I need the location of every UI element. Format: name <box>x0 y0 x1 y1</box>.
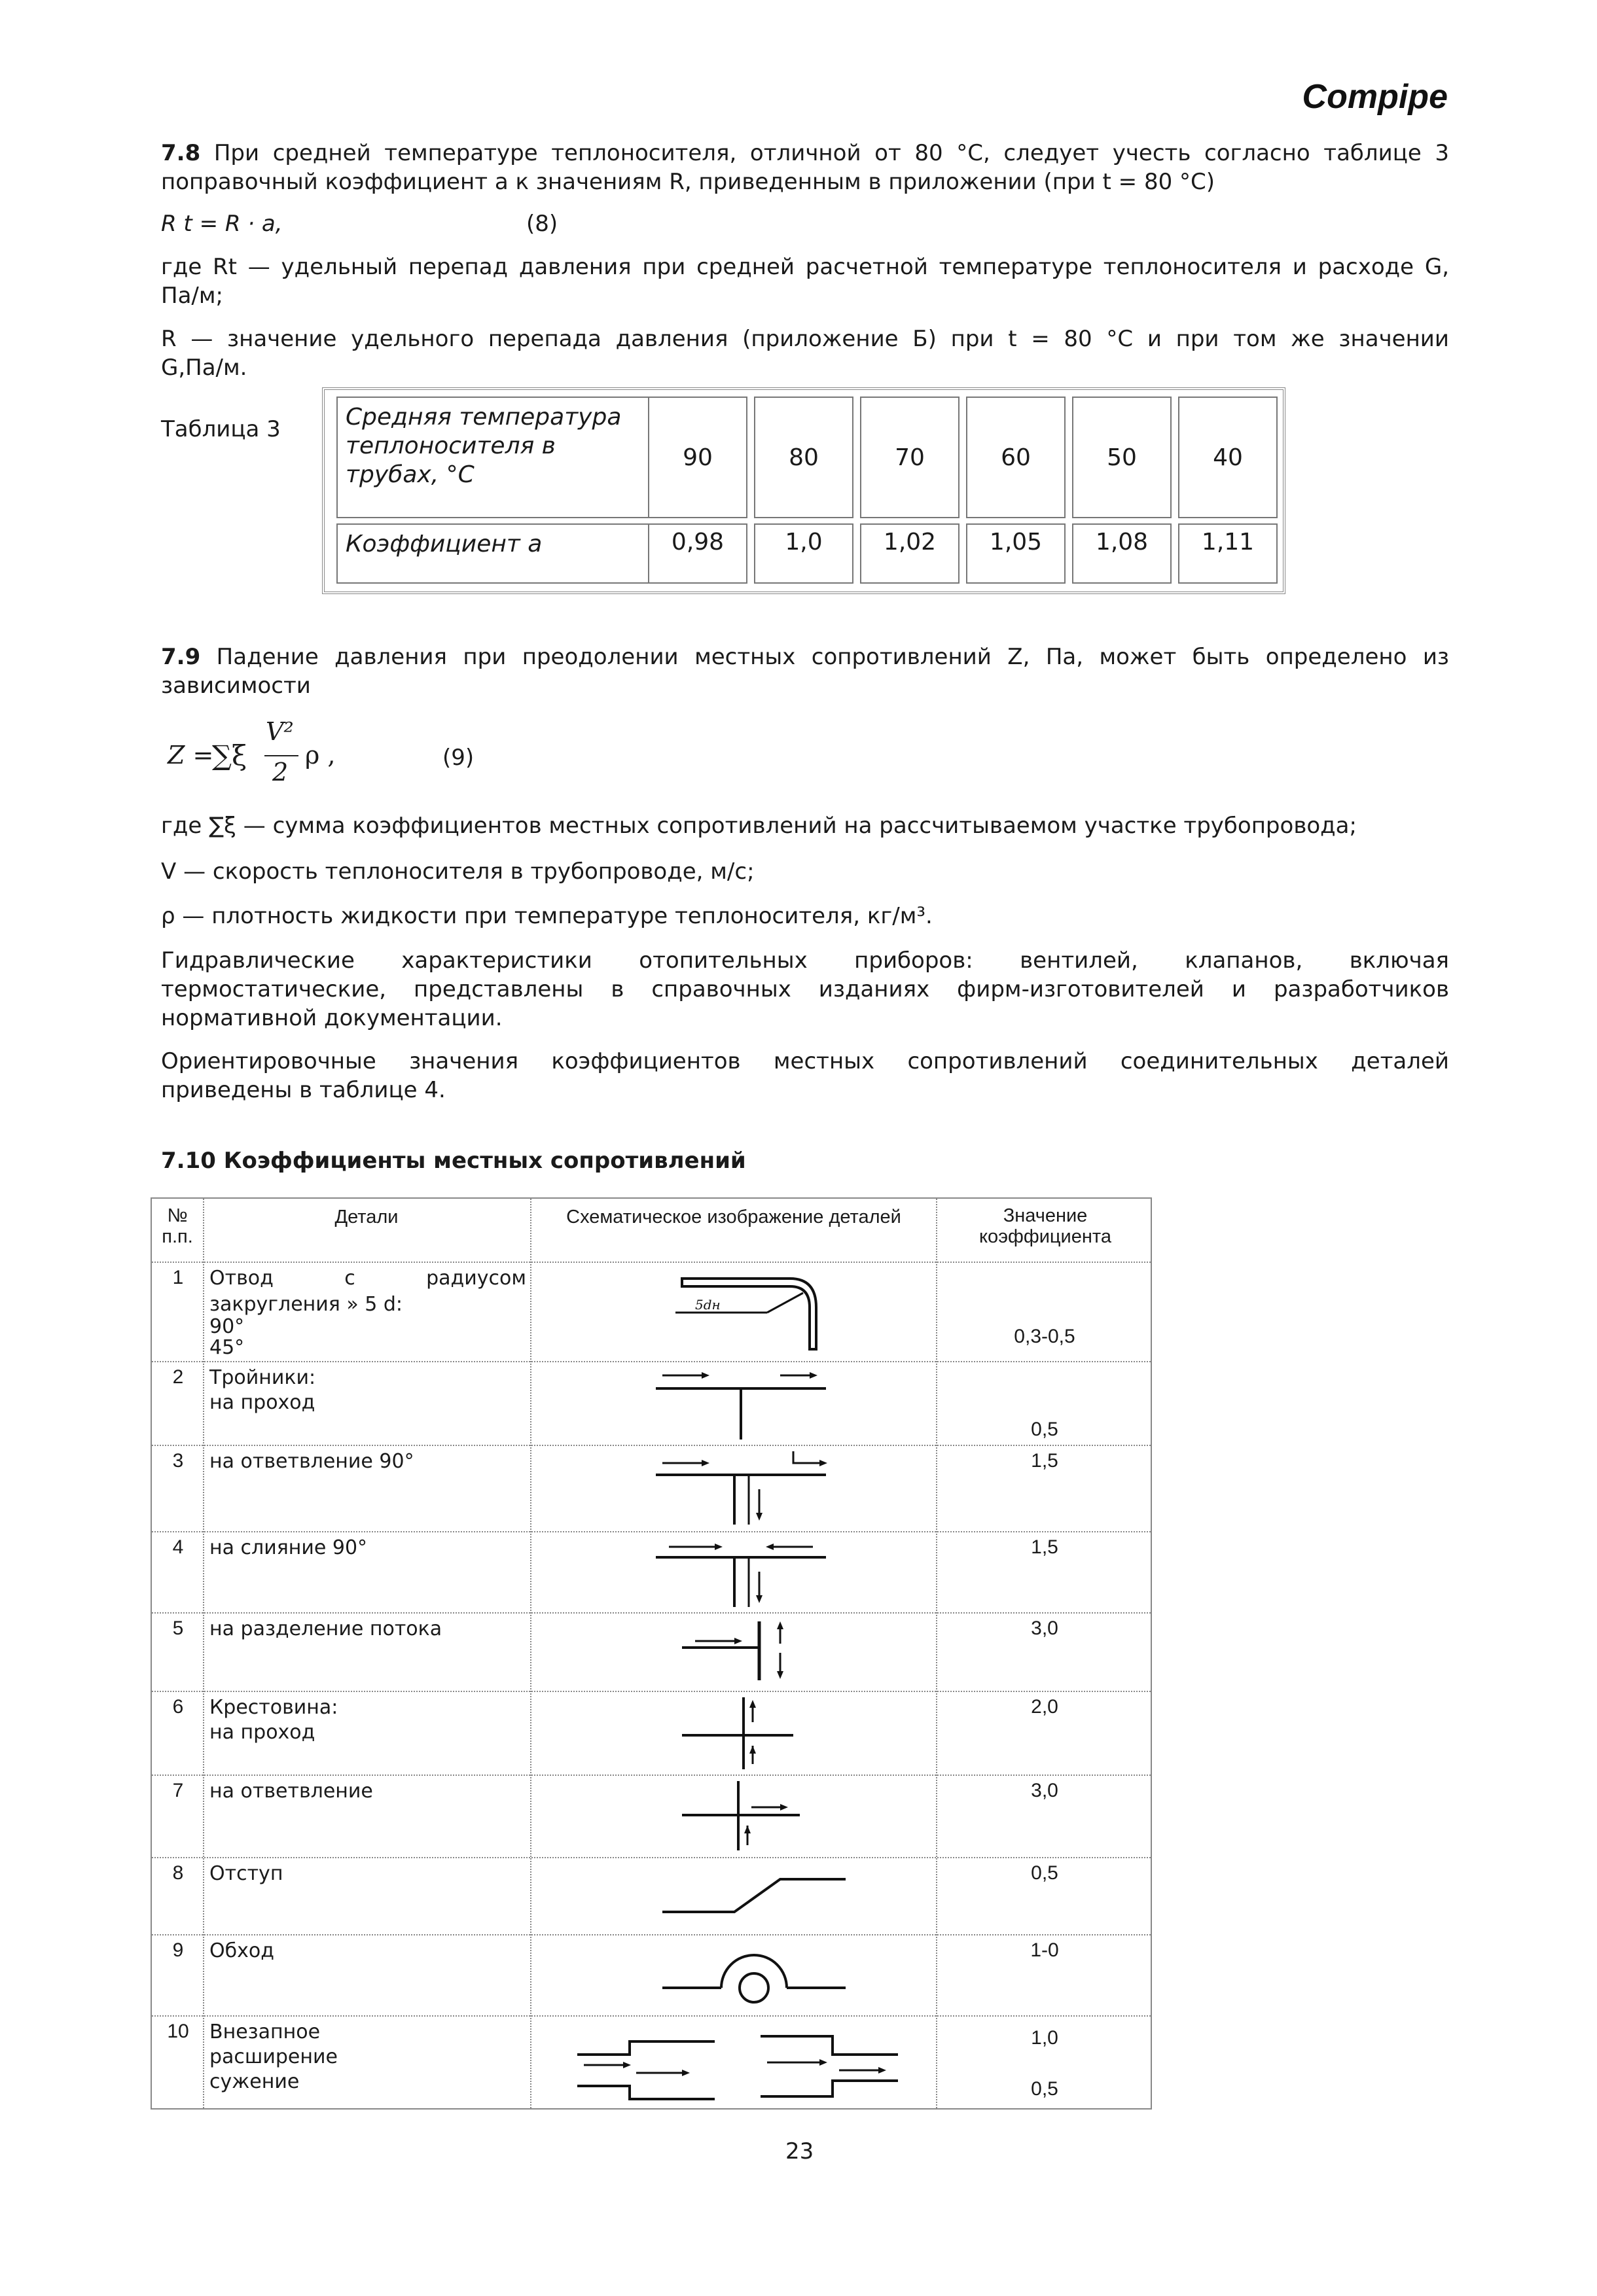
s78-where1-l2: Па/м; <box>161 283 223 309</box>
s79-para1-l3: нормативной документации. <box>161 1005 503 1031</box>
table4-col-divider <box>203 1199 204 2108</box>
table4-row-detail: расширение <box>209 2045 338 2068</box>
table4-row-divider <box>152 1612 1151 1614</box>
table4-row-detail: закругления » 5 d: <box>209 1293 403 1316</box>
table3-coef: 0,98 <box>648 523 747 584</box>
table3-coef: 1,0 <box>754 523 853 584</box>
table3-temp: 70 <box>860 397 960 518</box>
table4-row-detail: на ответвление <box>209 1780 373 1803</box>
table3-temp: 80 <box>754 397 853 518</box>
tee-pass-scheme-icon <box>649 1366 846 1442</box>
cross-branch-scheme-icon <box>675 1777 819 1854</box>
table4-row-divider <box>152 1262 1151 1263</box>
s78-num: 7.8 <box>161 140 201 166</box>
table4-row-value: 1-0 <box>1030 1939 1059 1961</box>
formula-8-number: (8) <box>526 211 558 237</box>
bypass-scheme-icon <box>649 1937 859 2011</box>
table4-row-divider <box>152 1934 1151 1935</box>
bend-scheme-icon <box>675 1267 839 1358</box>
table3-coef: 1,08 <box>1072 523 1172 584</box>
table4-row-value: 3,0 <box>1031 1617 1058 1639</box>
table4-row-detail: 45° <box>209 1336 245 1359</box>
tee-merge-scheme-icon <box>649 1534 846 1610</box>
table4-header-scheme: Схематическое изображение деталей <box>566 1207 901 1227</box>
table4-row-divider <box>152 1775 1151 1776</box>
s78-where2-l1: R — значение удельного перепада давления (приложение Б) при t = 80 °С и при том же значении <box>161 326 1449 352</box>
table4-row-divider <box>152 1531 1151 1532</box>
table4-col-divider <box>936 1199 937 2108</box>
s78-text-l1: При средней температуре теплоносителя, отличной от 80 °С, следует учесть согласно таблице 3 <box>213 140 1450 166</box>
formula-9-sum: ∑ξ <box>212 739 247 771</box>
formula-9-z: Z = <box>168 741 214 769</box>
table4-row-detail: Крестовина: <box>209 1696 338 1719</box>
table4-row-divider <box>152 1445 1151 1446</box>
table3-temp: 90 <box>648 397 747 518</box>
s79-para2-l1: Ориентировочные значения коэффициентов местных сопротивлений соединительных деталей <box>161 1048 1449 1074</box>
table3-coef: 1,11 <box>1178 523 1278 584</box>
table4-row-value: 0,5 <box>1031 2078 1058 2100</box>
table4-row-detail: Обход <box>209 1939 274 1962</box>
table4-row-detail: на слияние 90° <box>209 1536 368 1559</box>
s79-where3: ρ — плотность жидкости при температуре теплоносителя, кг/м³. <box>161 903 933 929</box>
table4-row-detail: сужение <box>209 2070 300 2093</box>
table4-col-divider <box>530 1199 531 2108</box>
table4-row-value: 1,5 <box>1031 1536 1058 1558</box>
table4-row-detail: Внезапное <box>209 2021 321 2043</box>
table3-temp: 60 <box>966 397 1066 518</box>
s79-where2: V — скорость теплоносителя в трубопроводе, м/с; <box>161 858 755 885</box>
table4-row-value: 0,3-0,5 <box>1014 1326 1075 1347</box>
expansion-contraction-scheme-icon <box>558 2024 924 2107</box>
table4-header-value: Значение коэффициента <box>979 1205 1111 1247</box>
s78-where1-l1: где Rt — удельный перепад давления при средней расчетной температуре теплоносителя и расходе G, <box>161 254 1449 280</box>
s78-where2-l2: G,Па/м. <box>161 355 247 381</box>
bend-scheme-label: 5dн <box>695 1297 721 1313</box>
table4-row-detail: Отступ <box>209 1862 283 1885</box>
table3-row1-label: Средняя температура теплоносителя в трубах, °С <box>336 397 651 518</box>
table4-row-num: 8 <box>172 1862 184 1884</box>
table4-row-value: 2,0 <box>1031 1696 1058 1718</box>
s78-text-l2: поправочный коэффициент a к значениям R, приведенным в приложении (при t = 80 °С) <box>161 169 1215 195</box>
table4 <box>151 1197 1152 2110</box>
table4-row-num: 5 <box>172 1617 184 1639</box>
formula-9-rho: ρ , <box>305 741 336 769</box>
table4-row-value: 0,5 <box>1031 1419 1058 1440</box>
table3 <box>322 387 1285 594</box>
table4-row-num: 1 <box>172 1267 184 1288</box>
table4-row-detail: Тройники: <box>209 1366 316 1389</box>
table4-row-divider <box>152 1361 1151 1362</box>
s79-para1-l1: Гидравлические характеристики отопительных приборов: вентилей, клапанов, включая <box>161 947 1449 974</box>
table4-row-detail: на проход <box>209 1391 315 1414</box>
table4-row-value: 1,0 <box>1031 2027 1058 2049</box>
page-number: 23 <box>785 2138 814 2164</box>
table3-coef: 1,02 <box>860 523 960 584</box>
table4-row-detail: на ответвление 90° <box>209 1450 414 1473</box>
cross-pass-scheme-icon <box>675 1693 819 1772</box>
table4-row-num: 10 <box>167 2021 189 2042</box>
table4-row-divider <box>152 1857 1151 1858</box>
s79-line1 <box>161 643 1449 671</box>
formula-9-number: (9) <box>442 745 475 771</box>
table4-row-num: 3 <box>172 1450 184 1472</box>
s79-where1: где ∑ξ — сумма коэффициентов местных сопротивлений на рассчитываемом участке трубопровода; <box>161 813 1357 839</box>
formula-9 <box>168 717 377 802</box>
tee-split-scheme-icon <box>675 1615 819 1688</box>
table4-row-num: 9 <box>172 1939 184 1961</box>
table4-row-detail: на разделение потока <box>209 1617 442 1640</box>
table3-coef: 1,05 <box>966 523 1066 584</box>
table4-row-detail: 90° <box>209 1315 245 1338</box>
table4-header-details: Детали <box>334 1207 399 1227</box>
table4-row-divider <box>152 1691 1151 1692</box>
table4-row-value: 3,0 <box>1031 1780 1058 1801</box>
table4-row-num: 2 <box>172 1366 184 1388</box>
table4-row-detail: Отвод с радиусом <box>209 1267 526 1290</box>
s79-text-l2: зависимости <box>161 673 311 699</box>
s79-num: 7.9 <box>161 644 201 670</box>
table4-row-divider <box>152 2015 1151 2017</box>
s79-para1-l2: термостатические, представлены в справочных изданиях фирм-изготовителей и разработчиков <box>161 976 1449 1002</box>
s79-text-l1: Падение давления при преодолении местных сопротивлений Z, Па, может быть определено из <box>216 644 1449 670</box>
table4-header-num: № п.п. <box>162 1205 193 1247</box>
formula-9-numerator: V² <box>266 717 294 746</box>
s78-line1 <box>161 139 1449 168</box>
s79-para2-l2: приведены в таблице 4. <box>161 1077 446 1103</box>
tee-branch-scheme-icon <box>649 1447 846 1528</box>
formula-9-denominator: 2 <box>272 758 289 786</box>
table4-row-num: 4 <box>172 1536 184 1558</box>
brand-logo: Compipe <box>1302 78 1448 116</box>
table4-row-num: 6 <box>172 1696 184 1718</box>
s710-title: 7.10 Коэффициенты местных сопротивлений <box>161 1148 746 1174</box>
table4-row-detail: на проход <box>209 1721 315 1744</box>
table3-temp: 40 <box>1178 397 1278 518</box>
formula-8: R t = R · a, <box>161 211 283 237</box>
offset-scheme-icon <box>649 1860 859 1932</box>
table4-row-value: 0,5 <box>1031 1862 1058 1884</box>
formula-9-fraction-bar <box>264 755 298 756</box>
table3-temp: 50 <box>1072 397 1172 518</box>
table4-row-num: 7 <box>172 1780 184 1801</box>
table3-caption: Таблица 3 <box>161 416 281 442</box>
table3-row2-label: Коэффициент a <box>336 523 651 584</box>
table4-row-value: 1,5 <box>1031 1450 1058 1472</box>
